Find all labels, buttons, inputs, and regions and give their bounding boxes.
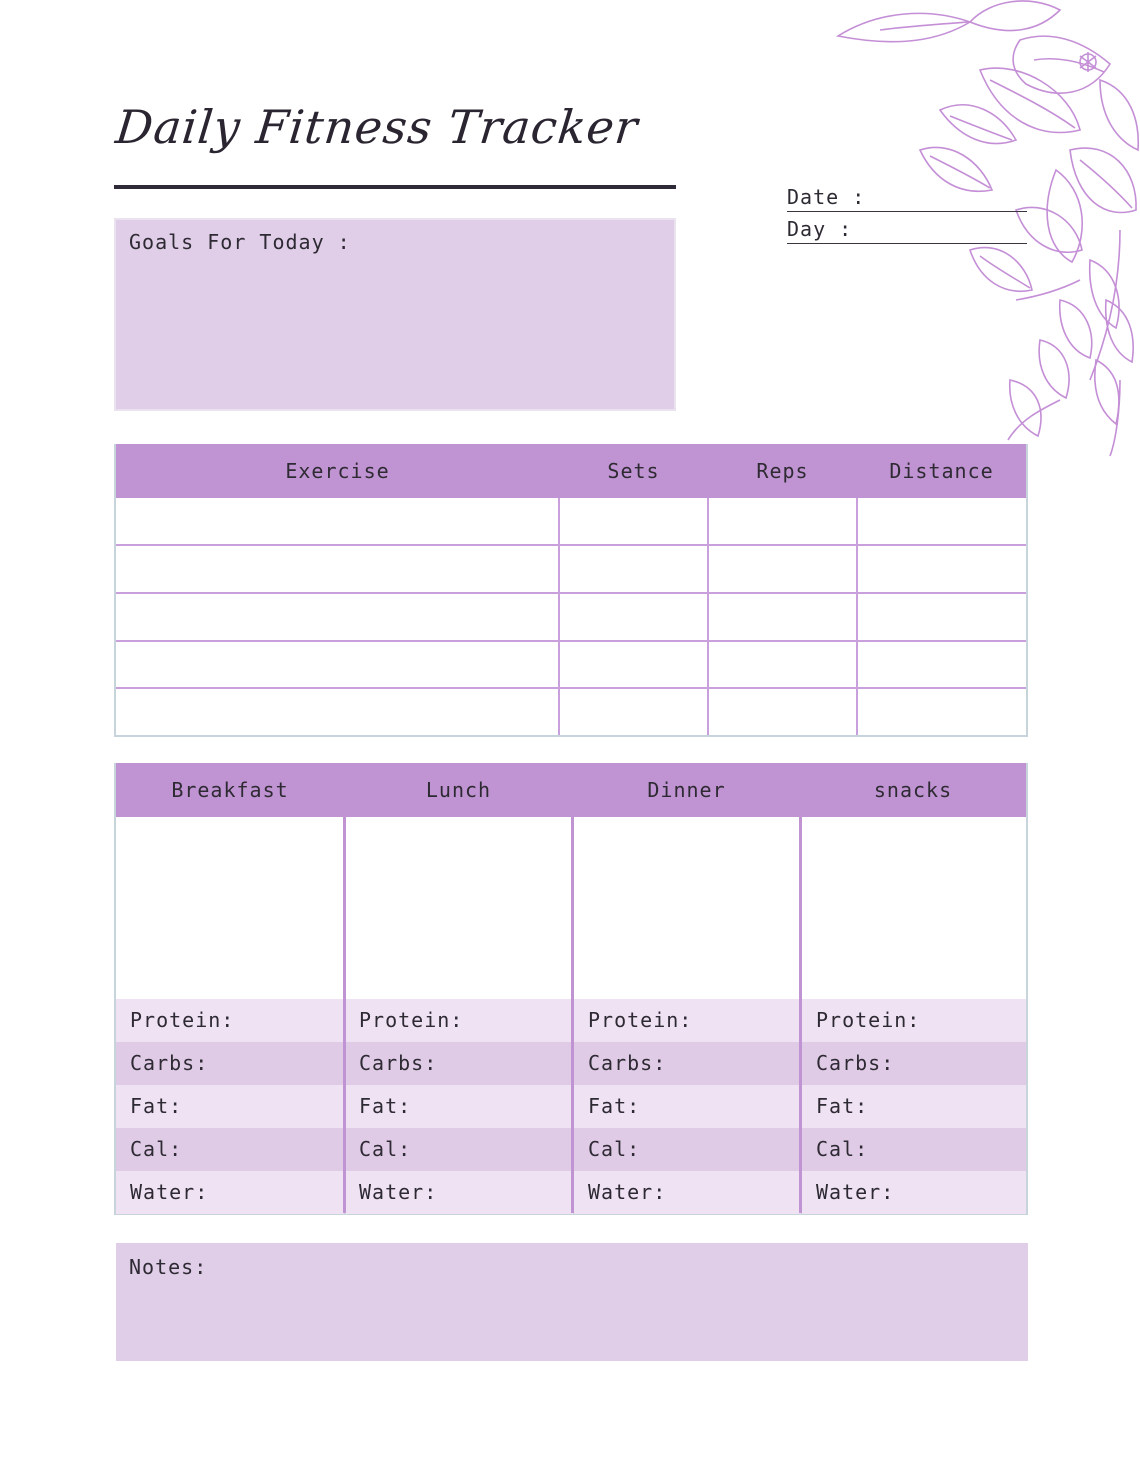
- day-label: Day :: [787, 217, 853, 241]
- protein-row: Protein:: [574, 999, 801, 1042]
- water-row: Water:: [574, 1171, 801, 1214]
- table-row-divider: [116, 687, 1026, 689]
- header-reps: Reps: [756, 459, 809, 483]
- meal-column-lunch[interactable]: [345, 817, 573, 1213]
- exercise-table: [114, 444, 1028, 737]
- header-breakfast: Breakfast: [171, 778, 289, 802]
- carbs-row: Carbs:: [802, 1042, 1026, 1085]
- carbs-row: Carbs:: [574, 1042, 801, 1085]
- protein-row: Protein:: [345, 999, 573, 1042]
- notes-box[interactable]: [116, 1243, 1028, 1361]
- cal-row: Cal:: [345, 1128, 573, 1171]
- column-divider: [707, 498, 709, 735]
- meal-table-header: [116, 763, 1026, 817]
- fat-row: Fat:: [802, 1085, 1026, 1128]
- meal-column-snacks[interactable]: [802, 817, 1026, 1213]
- fat-row: Fat:: [574, 1085, 801, 1128]
- column-divider: [343, 817, 346, 1213]
- fat-row: Fat:: [116, 1085, 344, 1128]
- protein-row: Protein:: [116, 999, 344, 1042]
- carbs-row: Carbs:: [116, 1042, 344, 1085]
- title-underline: [114, 185, 676, 189]
- cal-row: Cal:: [802, 1128, 1026, 1171]
- protein-row: Protein:: [802, 999, 1026, 1042]
- table-row-divider: [116, 544, 1026, 546]
- column-divider: [558, 498, 560, 735]
- header-sets: Sets: [607, 459, 660, 483]
- date-field[interactable]: [787, 183, 1027, 212]
- header-distance: Distance: [889, 459, 994, 483]
- goals-box[interactable]: [114, 218, 676, 411]
- fat-row: Fat:: [345, 1085, 573, 1128]
- column-divider: [571, 817, 574, 1213]
- day-field[interactable]: [787, 215, 1027, 244]
- page-title: Daily Fitness Tracker: [113, 100, 641, 154]
- column-divider: [799, 817, 802, 1213]
- table-row-divider: [116, 640, 1026, 642]
- meal-column-dinner[interactable]: [574, 817, 801, 1213]
- meal-table: [114, 763, 1028, 1215]
- column-divider: [856, 498, 858, 735]
- water-row: Water:: [802, 1171, 1026, 1214]
- table-row-divider: [116, 592, 1026, 594]
- exercise-table-header: [116, 444, 1026, 498]
- header-lunch: Lunch: [425, 778, 492, 802]
- carbs-row: Carbs:: [345, 1042, 573, 1085]
- water-row: Water:: [345, 1171, 573, 1214]
- header-snacks: snacks: [873, 778, 953, 802]
- meal-column-breakfast[interactable]: [116, 817, 344, 1213]
- water-row: Water:: [116, 1171, 344, 1214]
- cal-row: Cal:: [574, 1128, 801, 1171]
- header-exercise: Exercise: [285, 459, 390, 483]
- date-label: Date :: [787, 185, 866, 209]
- header-dinner: Dinner: [647, 778, 726, 802]
- cal-row: Cal:: [116, 1128, 344, 1171]
- goals-label: Goals For Today :: [129, 230, 351, 254]
- notes-label: Notes:: [129, 1255, 208, 1279]
